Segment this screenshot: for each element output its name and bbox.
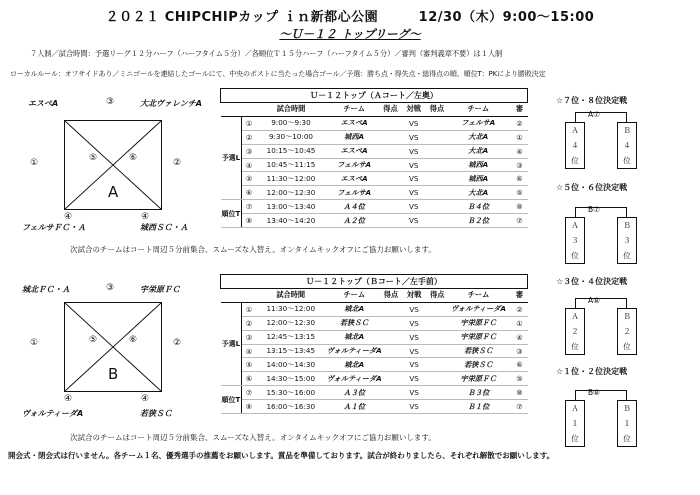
court-a-num-inner-right: ⑥ <box>129 153 138 163</box>
playoff-left-slot: Ａ ３ 位 <box>565 217 585 264</box>
court-a-team-bottom-left: フェルサＦＣ・Ａ <box>22 223 86 232</box>
bracket-line <box>575 112 627 122</box>
playoff-title: ☆５位・６位決定戦 <box>556 183 628 192</box>
table-row: 予選L ① 9:00〜9:30 エスペA VS フェルサA ② <box>221 116 528 130</box>
playoff-match-label: A⑦ <box>588 110 600 119</box>
court-b-team-bottom-left: ヴォルティーダA <box>22 409 84 418</box>
court-a-team-top-left: エスペA <box>28 99 59 108</box>
header-time: 試合時間 <box>256 103 326 117</box>
court-a-team-top-right: 大北ヴァレンチA <box>140 99 202 108</box>
playoff-right-slot: Ｂ ２ 位 <box>617 308 637 355</box>
group-label: 予選L <box>221 302 242 385</box>
table-row: 順位T ⑦ 13:00〜13:40 Ａ４位 VS Ｂ４位 ⑧ <box>221 200 528 214</box>
court-b-num-inner-right: ⑥ <box>129 335 138 345</box>
table-row: ⑥ 14:30〜15:00 ヴォルティーダA VS 宇栄原ＦＣ ⑤ <box>221 372 528 386</box>
court-b-num-top-left: ③ <box>106 283 115 293</box>
header-ref: 審 <box>511 103 527 117</box>
playoff-right-slot: Ｂ ３ 位 <box>617 217 637 264</box>
court-a-field <box>64 120 162 210</box>
court-b-num-inner-left: ⑤ <box>89 335 98 345</box>
page-title: ２０２１ CHIPCHIPカップ ｉｎ新都心公園 12/30（木）9:00〜15:00 <box>105 10 595 25</box>
schedule-a-caption: Ｕ－１２トップ（Ａコート／左奥） <box>221 89 528 103</box>
court-a-num-right: ② <box>173 158 182 168</box>
court-b-num-bottom-left: ④ <box>64 394 73 404</box>
table-row: ③ 10:15〜10:45 エスペA VS 大北A ④ <box>221 144 528 158</box>
header-time: 試合時間 <box>256 289 326 303</box>
final-label: 順位T <box>221 200 242 228</box>
schedule-b-note: 次試合のチームはコート周辺５分前集合、スムーズな入替え。オンタイムキックオフにご協力お願いします。 <box>70 433 436 442</box>
schedule-a-note: 次試合のチームはコート周辺５分前集合、スムーズな入替え。オンタイムキックオフにご協力お願いします。 <box>70 245 436 254</box>
header-score-home: 得点 <box>382 103 398 117</box>
header-vs: 対戦 <box>399 103 429 117</box>
court-b-num-bottom-right: ④ <box>141 394 150 404</box>
table-row: ⑤ 11:30〜12:00 エスペA VS 城西A ⑥ <box>221 172 528 186</box>
court-b-team-bottom-right: 若狭ＳＣ <box>140 409 172 418</box>
court-a-num-left: ① <box>30 158 39 168</box>
playoff-match-label: A⑧ <box>588 296 600 305</box>
court-a-num-inner-left: ⑤ <box>89 153 98 163</box>
playoff-match-label: B⑧ <box>588 388 600 397</box>
rules-line-1: ７人制／試合時間：予選リーグ１２分ハーフ（ハーフタイム５分）／各順位Ｔ１５分ハーフ（ハーフタイム５分）／審判（審判義章不要）は１人制 <box>30 49 503 58</box>
table-row: ⑥ 12:00〜12:30 フェルサA VS 大北A ⑤ <box>221 186 528 200</box>
header-score-away: 得点 <box>429 103 445 117</box>
table-row: 順位T ⑦ 15:30〜16:00 Ａ３位 VS Ｂ３位 ⑧ <box>221 386 528 400</box>
header-team-away: チーム <box>445 103 511 117</box>
court-a-team-bottom-right: 城西ＳＣ・Ａ <box>140 223 188 232</box>
table-row: ⑧ 16:00〜16:30 Ａ１位 VS Ｂ１位 ⑦ <box>221 400 528 414</box>
court-b-team-top-right: 宇栄原ＦＣ <box>140 285 180 294</box>
playoff-right-slot: Ｂ ４ 位 <box>617 122 637 169</box>
playoff-title: ☆７位・８位決定戦 <box>556 96 628 105</box>
header-ref: 審 <box>511 289 527 303</box>
bracket-line <box>575 390 627 400</box>
header-score-away: 得点 <box>429 289 445 303</box>
court-a-letter: A <box>108 183 119 201</box>
schedule-a-header-row <box>221 103 528 117</box>
court-b-num-right: ② <box>173 338 182 348</box>
schedule-b-caption: Ｕ－１２トップ（Ｂコート／左手前） <box>221 275 528 289</box>
schedule-a-table <box>220 88 528 228</box>
schedule-b-header-row <box>221 289 528 303</box>
playoff-right-slot: Ｂ １ 位 <box>617 400 637 447</box>
header-team-home: チーム <box>326 289 383 303</box>
court-a-num-bottom-right: ④ <box>141 212 150 222</box>
court-a-num-top-left: ③ <box>106 97 115 107</box>
table-row: ⑤ 14:00〜14:30 城北A VS 若狭ＳＣ ⑥ <box>221 358 528 372</box>
court-a-num-bottom-left: ④ <box>64 212 73 222</box>
table-row: ④ 10:45〜11:15 フェルサA VS 城西A ③ <box>221 158 528 172</box>
playoff-left-slot: Ａ ４ 位 <box>565 122 585 169</box>
playoff-title: ☆３位・４位決定戦 <box>556 277 628 286</box>
bracket-line <box>575 207 627 217</box>
table-row: ③ 12:45〜13:15 城北A VS 宇栄原ＦＣ ④ <box>221 330 528 344</box>
table-row: ⑧ 13:40〜14:20 Ａ２位 VS Ｂ２位 ⑦ <box>221 214 528 228</box>
table-row: ② 9:30〜10:00 城西A VS 大北A ① <box>221 130 528 144</box>
playoff-match-label: B⑦ <box>588 205 600 214</box>
playoff-title: ☆１位・２位決定戦 <box>556 367 628 376</box>
footer-note: 開会式・閉会式は行いません。各チーム１名、優秀選手の推薦をお願いします。賞品を準備しております。試合が終わりましたら、それぞれ解散でお願いします。 <box>8 451 555 460</box>
header-team-home: チーム <box>326 103 382 117</box>
page-subtitle: 〜Ｕ－１２ トップリーグ〜 <box>279 27 421 41</box>
playoff-left-slot: Ａ ２ 位 <box>565 308 585 355</box>
header-vs: 対戦 <box>399 289 429 303</box>
header-team-away: チーム <box>446 289 512 303</box>
table-row: 予選L ① 11:30〜12:00 城北A VS ヴォルティーダA ② <box>221 302 528 316</box>
bracket-line <box>575 298 627 308</box>
table-row: ④ 13:15〜13:45 ヴォルティーダA VS 若狭ＳＣ ③ <box>221 344 528 358</box>
court-b-letter: B <box>108 365 119 383</box>
header-score-home: 得点 <box>383 289 399 303</box>
table-row: ② 12:00〜12:30 若狭ＳＣ VS 宇栄原ＦＣ ① <box>221 316 528 330</box>
rules-line-2: ローカルルール：オフサイドあり／ミニゴールを連結したゴールにて、中央のポストに当たった場合ゴール／予選：勝ち点・得失点・総得点の順、順位T：PKにより勝敗決定 <box>10 70 546 78</box>
group-label: 予選L <box>221 116 242 199</box>
court-b-team-top-left: 城北ＦＣ・Ａ <box>22 285 70 294</box>
final-label: 順位T <box>221 386 242 414</box>
schedule-b-table <box>220 274 528 414</box>
court-b-field <box>64 302 162 392</box>
court-b-num-left: ① <box>30 338 39 348</box>
playoff-left-slot: Ａ １ 位 <box>565 400 585 447</box>
